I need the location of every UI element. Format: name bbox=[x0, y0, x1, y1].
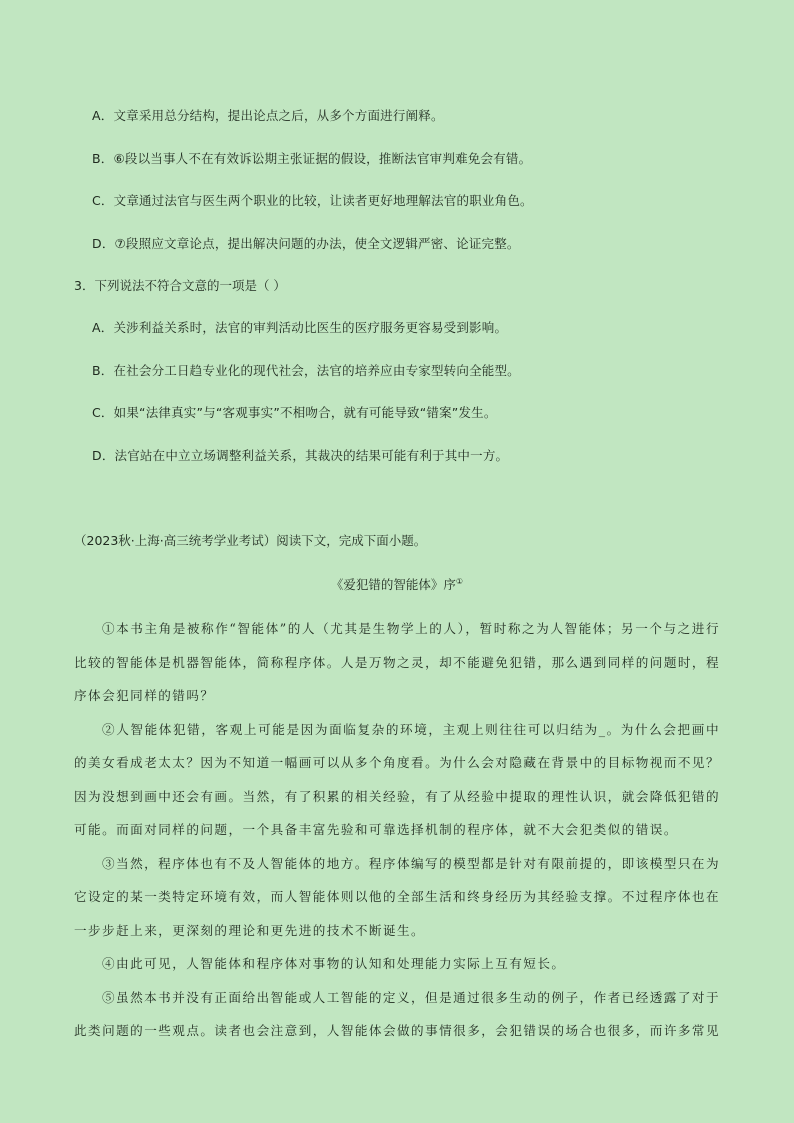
q3-option-d: D．法官站在中立立场调整利益关系，其裁决的结果可能有利于其中一方。 bbox=[92, 448, 509, 463]
article-body bbox=[74, 612, 720, 1048]
q3-stem: 3．下列说法不符合文意的一项是（ ） bbox=[74, 278, 286, 293]
q2-option-d: D．⑦段照应文章论点，提出解决问题的办法，使全文逻辑严密、论证完整。 bbox=[92, 236, 520, 251]
reading-title bbox=[0, 573, 794, 594]
article-paragraph-5: ⑤虽然本书并没有正面给出智能或人工智能的定义，但是通过很多生动的例子，作者已经透露了对于此类问题的一些观点。读者也会注意到，人智能体会做的事情很多，会犯错误的场合也很多，而许多常见 bbox=[74, 989, 721, 1038]
q2-option-a: A．文章采用总分结构，提出论点之后，从多个方面进行阐释。 bbox=[92, 108, 444, 123]
article-paragraph-2: ②人智能体犯错，客观上可能是因为面临复杂的环境，主观上则往往可以归结为_。为什么会把画中的美女看成老太太？因为不知道一幅画可以从多个角度看。为什么会对隐藏在背景中的目标物视而不见？因为没想到画中还会有画。当然，有了积累的相关经验，有了从经验中提取的理性认识，就会降低犯错的可能。而面对同样的问题，一个具备丰富先验和可靠选择机制的程序体，就不大会犯类似的错误。 bbox=[74, 721, 721, 837]
q3-option-b: B．在社会分工日趋专业化的现代社会，法官的培养应由专家型转向全能型。 bbox=[92, 363, 520, 378]
reading-title-text: 《爱犯错的智能体》序 bbox=[330, 577, 456, 593]
q2-option-b: B．⑥段以当事人不在有效诉讼期主张证据的假设，推断法官审判难免会有错。 bbox=[92, 151, 532, 166]
reading-source: （2023秋·上海·高三统考学业考试）阅读下文，完成下面小题。 bbox=[74, 533, 427, 548]
q3-option-c: C．如果“法律真实”与“客观事实”不相吻合，就有可能导致“错案”发生。 bbox=[92, 405, 497, 420]
title-footnote-mark: ① bbox=[455, 577, 464, 586]
article-paragraph-4: ④由此可见，人智能体和程序体对事物的认知和处理能力实际上互有短长。 bbox=[102, 956, 566, 971]
article-paragraph-3: ③当然，程序体也有不及人智能体的地方。程序体编写的模型都是针对有限前提的，即该模型只在为它设定的某一类特定环境有效，而人智能体则以他的全部生活和终身经历为其经验支撑。不过程序体也在一步步赶上来，更深刻的理论和更先进的技术不断诞生。 bbox=[74, 855, 721, 938]
q3-option-a: A．关涉利益关系时，法官的审判活动比医生的医疗服务更容易受到影响。 bbox=[92, 320, 508, 335]
article-paragraph-1: ①本书主角是被称作“智能体”的人（尤其是生物学上的人），暂时称之为人智能体；另一个与之进行比较的智能体是机器智能体，简称程序体。人是万物之灵，却不能避免犯错，那么遇到同样的问题时，程序体会犯同样的错吗？ bbox=[74, 621, 721, 703]
q2-option-c: C．文章通过法官与医生两个职业的比较，让读者更好地理解法官的职业角色。 bbox=[92, 193, 533, 208]
